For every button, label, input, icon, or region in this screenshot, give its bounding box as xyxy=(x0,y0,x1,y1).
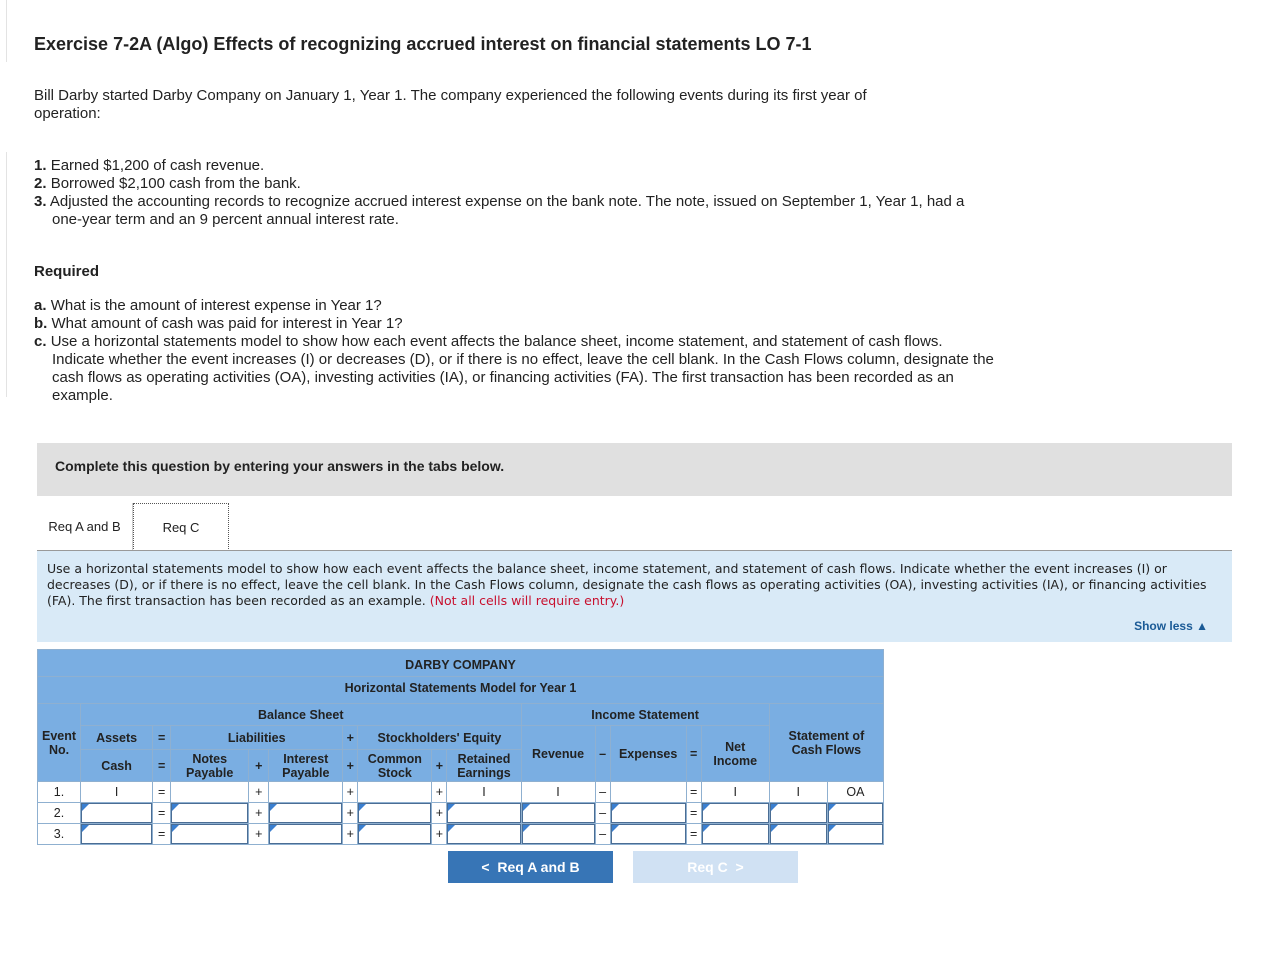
notes-payable-input[interactable] xyxy=(171,824,249,845)
revenue-input[interactable] xyxy=(521,803,595,824)
plus-sign: + xyxy=(343,750,358,782)
triangle-up-icon: ▲ xyxy=(1196,619,1208,633)
minus-sign: – xyxy=(595,803,610,824)
dropdown-marker-icon xyxy=(82,804,89,811)
complete-question-bar: Complete this question by entering your answers in the tabs below. xyxy=(37,443,1232,496)
plus-sign: + xyxy=(249,803,269,824)
equity-header: Stockholders' Equity xyxy=(358,726,521,750)
dropdown-marker-icon xyxy=(612,825,619,832)
table-subtitle: Horizontal Statements Model for Year 1 xyxy=(38,677,884,704)
edge-decoration xyxy=(0,152,7,397)
cash-cell: I xyxy=(81,782,153,803)
equals-sign: = xyxy=(153,803,171,824)
dropdown-marker-icon xyxy=(703,804,710,811)
plus-sign: + xyxy=(343,803,358,824)
common-stock-cell xyxy=(358,782,432,803)
dropdown-marker-icon xyxy=(172,804,179,811)
dropdown-marker-icon xyxy=(82,825,89,832)
common-stock-input[interactable] xyxy=(358,824,432,845)
prev-req-a-and-b-button[interactable]: < Req A and B xyxy=(448,851,613,883)
plus-sign: + xyxy=(432,782,447,803)
common-stock-input[interactable] xyxy=(358,803,432,824)
cash-input[interactable] xyxy=(81,824,153,845)
page-title: Exercise 7-2A (Algo) Effects of recognizing accrued interest on financial statements LO 7-1 xyxy=(34,34,812,54)
net-income-cell: I xyxy=(701,782,769,803)
requirement-list xyxy=(34,297,994,405)
event-number: 1. xyxy=(38,782,81,803)
dropdown-marker-icon xyxy=(270,804,277,811)
interest-payable-header: Interest Payable xyxy=(269,750,343,782)
dropdown-marker-icon xyxy=(612,804,619,811)
equals-sign: = xyxy=(153,726,171,750)
expenses-input[interactable] xyxy=(610,824,686,845)
equals-sign: = xyxy=(153,782,171,803)
plus-sign: + xyxy=(343,726,358,750)
liabilities-header: Liabilities xyxy=(171,726,343,750)
plus-sign: + xyxy=(343,782,358,803)
income-statement-header: Income Statement xyxy=(521,704,769,726)
equals-sign: = xyxy=(686,782,701,803)
equals-sign: = xyxy=(153,824,171,845)
cash-header: Cash xyxy=(81,750,153,782)
dropdown-marker-icon xyxy=(523,804,530,811)
instruction-box xyxy=(37,551,1232,642)
equals-sign: = xyxy=(686,824,701,845)
cash-input[interactable] xyxy=(81,803,153,824)
plus-sign: + xyxy=(432,824,447,845)
notes-payable-cell xyxy=(171,782,249,803)
minus-sign: – xyxy=(595,824,610,845)
expenses-input[interactable] xyxy=(610,803,686,824)
revenue-header: Revenue xyxy=(521,726,595,782)
interest-payable-input[interactable] xyxy=(269,824,343,845)
cash-flow-amount-cell: I xyxy=(769,782,827,803)
dropdown-marker-icon xyxy=(829,804,836,811)
tab-req-a-and-b[interactable]: Req A and B xyxy=(37,503,133,551)
cash-flow-type-input[interactable] xyxy=(827,803,883,824)
dropdown-marker-icon xyxy=(771,804,778,811)
minus-sign: – xyxy=(595,726,610,782)
list-item: 1. Earned $1,200 of cash revenue. xyxy=(34,157,265,174)
assets-header: Assets xyxy=(81,726,153,750)
cash-flow-type-input[interactable] xyxy=(827,824,883,845)
common-stock-header: Common Stock xyxy=(358,750,432,782)
table-row xyxy=(38,824,884,845)
expenses-header: Expenses xyxy=(610,726,686,782)
plus-sign: + xyxy=(432,750,447,782)
equals-sign: = xyxy=(153,750,171,782)
notes-payable-header: Notes Payable xyxy=(171,750,249,782)
show-less-link[interactable]: Show less ▲ xyxy=(1134,619,1208,633)
net-income-input[interactable] xyxy=(701,803,769,824)
instruction-text: Use a horizontal statements model to show how each event affects the balance sheet, income statement, and statement of cash flows. Indicate whether the event increases (I) or decreases (D), or if there is no effect, leave the cell blank. In the Cash Flows column, designate the cash flows as operating activities (OA), investing activities (IA), or financing activities (FA). The first transaction has been recorded as an example. xyxy=(47,561,1207,608)
horizontal-statements-table xyxy=(37,649,884,845)
dropdown-marker-icon xyxy=(771,825,778,832)
equals-sign: = xyxy=(686,803,701,824)
table-row xyxy=(38,782,884,803)
list-item: b. What amount of cash was paid for interest in Year 1? xyxy=(34,315,403,332)
dropdown-marker-icon xyxy=(829,825,836,832)
list-item: 2. Borrowed $2,100 cash from the bank. xyxy=(34,175,301,192)
balance-sheet-header: Balance Sheet xyxy=(81,704,521,726)
intro-text: Bill Darby started Darby Company on January 1, Year 1. The company experienced the following events during its first year of operation: xyxy=(34,87,867,122)
plus-sign: + xyxy=(249,750,269,782)
event-no-header: Event No. xyxy=(38,704,81,782)
dropdown-marker-icon xyxy=(359,825,366,832)
minus-sign: – xyxy=(595,782,610,803)
plus-sign: + xyxy=(432,803,447,824)
list-item: 3. Adjusted the accounting records to recognize accrued interest expense on the bank note. The note, issued on September 1, Year 1, had a one-year term and an 9 percent annual interest rate. xyxy=(34,193,965,228)
expenses-cell xyxy=(610,782,686,803)
interest-payable-cell xyxy=(269,782,343,803)
cash-flow-amount-input[interactable] xyxy=(769,824,827,845)
tab-req-c[interactable]: Req C xyxy=(133,503,229,551)
plus-sign: + xyxy=(249,824,269,845)
table-row xyxy=(38,803,884,824)
edge-decoration xyxy=(0,0,7,62)
dropdown-marker-icon xyxy=(359,804,366,811)
list-item: a. What is the amount of interest expense in Year 1? xyxy=(34,297,382,314)
net-income-header: Net Income xyxy=(701,726,769,782)
net-income-input[interactable] xyxy=(701,824,769,845)
event-number: 2. xyxy=(38,803,81,824)
dropdown-marker-icon xyxy=(448,804,455,811)
interest-payable-input[interactable] xyxy=(269,803,343,824)
next-req-c-button[interactable]: Req C > xyxy=(633,851,798,883)
plus-sign: + xyxy=(343,824,358,845)
cash-flow-type-cell: OA xyxy=(827,782,883,803)
chevron-right-icon: > xyxy=(735,859,744,875)
retained-earnings-header: Retained Earnings xyxy=(447,750,521,782)
plus-sign: + xyxy=(249,782,269,803)
notes-payable-input[interactable] xyxy=(171,803,249,824)
retained-earnings-input[interactable] xyxy=(447,803,521,824)
table-company: DARBY COMPANY xyxy=(38,650,884,677)
retained-earnings-input[interactable] xyxy=(447,824,521,845)
cash-flow-amount-input[interactable] xyxy=(769,803,827,824)
list-item: c. Use a horizontal statements model to show how each event affects the balance sheet, income statement, and statement of cash flows. Indicate whether the event increases (I) or decreases (D), or if there is no effect, leave the cell blank. In the Cash Flows column, designate the cash flows as operating activities (OA), investing activities (IA), or financing activities (FA). The first transaction has been recorded as an example. xyxy=(34,333,994,404)
dropdown-marker-icon xyxy=(270,825,277,832)
event-number: 3. xyxy=(38,824,81,845)
dropdown-marker-icon xyxy=(703,825,710,832)
revenue-input[interactable] xyxy=(521,824,595,845)
dropdown-marker-icon xyxy=(172,825,179,832)
instruction-note: (Not all cells will require entry.) xyxy=(429,593,625,608)
equals-sign: = xyxy=(686,726,701,782)
required-heading: Required xyxy=(34,263,100,280)
chevron-left-icon: < xyxy=(481,859,490,875)
dropdown-marker-icon xyxy=(448,825,455,832)
revenue-cell: I xyxy=(521,782,595,803)
dropdown-marker-icon xyxy=(523,825,530,832)
cash-flows-header: Statement of Cash Flows xyxy=(769,704,883,782)
event-list xyxy=(34,157,994,229)
retained-earnings-cell: I xyxy=(447,782,521,803)
